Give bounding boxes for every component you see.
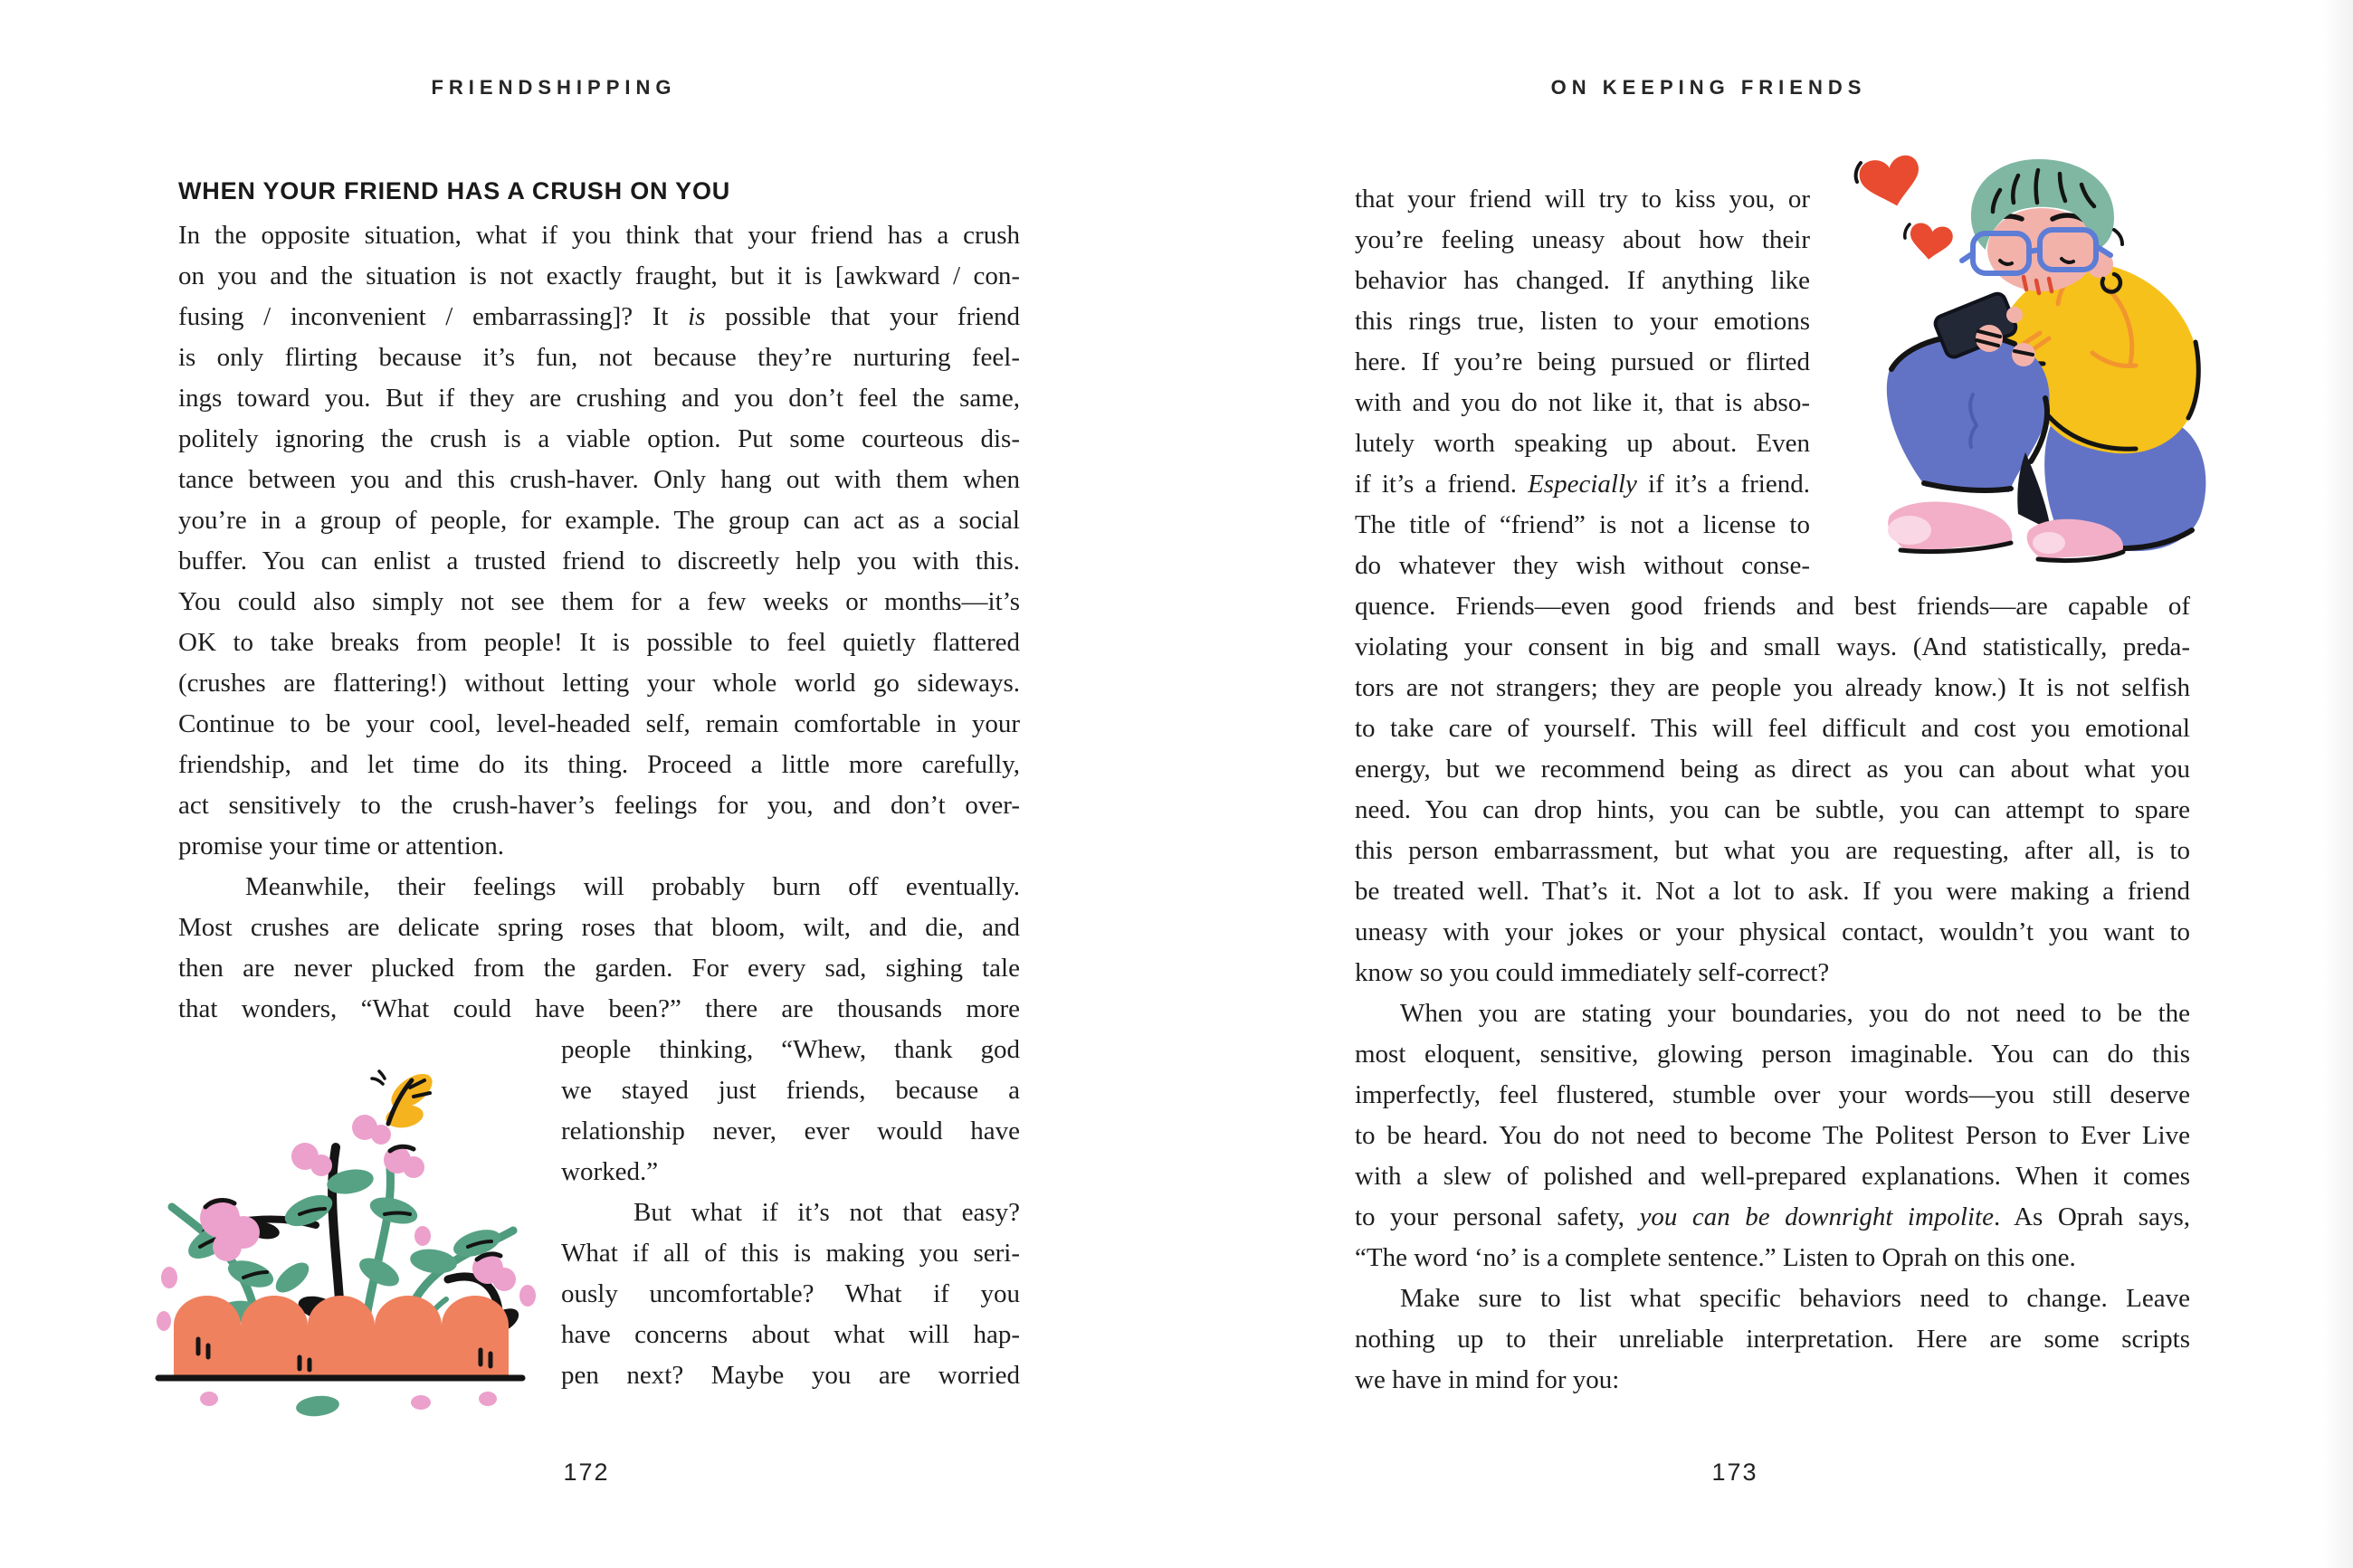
text-line: we have in mind for you: bbox=[1355, 1365, 1620, 1394]
text-line: you’re in a group of people, for example. The group can act as a social bbox=[178, 506, 1020, 535]
flower-planter bbox=[158, 1296, 522, 1378]
text-line: do whatever they wish without conse- bbox=[1355, 551, 1810, 580]
text-line: Make sure to list what specific behaviors need to change. Leave bbox=[1400, 1284, 2190, 1313]
text-line: What if all of this is making you seri- bbox=[561, 1239, 1020, 1268]
text-line: buffer. You can enlist a trusted friend to discreetly help you with this. bbox=[178, 546, 1020, 575]
sweat-mark bbox=[2114, 230, 2122, 244]
text-line: with and you do not like it, that is abso- bbox=[1355, 388, 1810, 417]
text-line: on you and the situation is not exactly fraught, but it is [awkward / con- bbox=[178, 261, 1020, 290]
text-line: act sensitively to the crush-haver’s feelings for you, and don’t over- bbox=[178, 791, 1020, 820]
text-line: worked.” bbox=[561, 1157, 659, 1186]
text-line: if it’s a friend. Especially if it’s a friend. bbox=[1355, 470, 1810, 499]
text-line: to your personal safety, you can be downright impolite. As Oprah says, bbox=[1355, 1202, 2190, 1231]
text-line: uneasy with your jokes or your physical contact, wouldn’t you want to bbox=[1355, 917, 2190, 946]
text-line: You could also simply not see them for a few weeks or months—it’s bbox=[178, 587, 1020, 616]
left-paragraph-3-wrapped bbox=[561, 1193, 1020, 1396]
page-edge-shading bbox=[2322, 0, 2353, 1568]
text-line: to be heard. You do not need to become The Politest Person to Ever Live bbox=[1355, 1121, 2190, 1150]
right-page-number: 173 bbox=[1711, 1459, 1758, 1486]
text-line: most eloquent, sensitive, glowing person imaginable. You can do this bbox=[1355, 1040, 2190, 1069]
text-line: is only flirting because it’s fun, not because they’re nurturing feel- bbox=[178, 343, 1020, 372]
text-line: then are never plucked from the garden. For every sad, sighing tale bbox=[178, 954, 1020, 983]
text-line: “The word ‘no’ is a complete sentence.” Listen to Oprah on this one. bbox=[1355, 1243, 2076, 1272]
text-line: this rings true, listen to your emotions bbox=[1355, 307, 1810, 336]
right-paragraph-scripts bbox=[1355, 1278, 2190, 1401]
text-line: But what if it’s not that easy? bbox=[634, 1198, 1020, 1227]
text-line: Most crushes are delicate spring roses that bloom, wilt, and die, and bbox=[178, 913, 1020, 942]
right-running-head: ON KEEPING FRIENDS bbox=[1550, 76, 1867, 99]
text-line: know so you could immediately self-correct? bbox=[1355, 958, 1830, 987]
left-paragraph-2-full bbox=[178, 867, 1020, 1030]
text-line: with a slew of polished and well-prepared explanations. When it comes bbox=[1355, 1162, 2190, 1191]
text-line: politely ignoring the crush is a viable option. Put some courteous dis- bbox=[178, 424, 1020, 453]
text-line: tance between you and this crush-haver. Only hang out with them when bbox=[178, 465, 1020, 494]
left-section-heading: WHEN YOUR FRIEND HAS A CRUSH ON YOU bbox=[178, 177, 731, 204]
rose-bush-illustration bbox=[122, 1041, 557, 1421]
heart-icons bbox=[1856, 151, 1955, 262]
text-line: (crushes are flattering!) without letting your whole world go sideways. bbox=[178, 669, 1020, 698]
text-line: imperfectly, feel flustered, stumble over your words—you still deserve bbox=[1355, 1080, 2190, 1109]
text-line: friendship, and let time do its thing. Proceed a little more carefully, bbox=[178, 750, 1020, 779]
text-line: ings toward you. But if they are crushing and you don’t feel the same, bbox=[178, 384, 1020, 413]
text-line: lutely worth speaking up about. Even bbox=[1355, 429, 1810, 458]
person-texting-illustration bbox=[1837, 127, 2226, 579]
text-line: quence. Friends—even good friends and best friends—are capable of bbox=[1355, 592, 2190, 621]
text-line: people thinking, “Whew, thank god bbox=[561, 1035, 1020, 1064]
text-line: nothing up to their unreliable interpretation. Here are some scripts bbox=[1355, 1325, 2190, 1354]
text-line: violating your consent in big and small ways. (And statistically, preda- bbox=[1355, 632, 2190, 661]
text-line: In the opposite situation, what if you think that your friend has a crush bbox=[178, 221, 1020, 250]
text-line: we stayed just friends, because a bbox=[561, 1076, 1020, 1105]
text-line: Continue to be your cool, level-headed self, remain comfortable in your bbox=[178, 709, 1020, 738]
text-line: promise your time or attention. bbox=[178, 832, 505, 860]
left-page-number: 172 bbox=[563, 1459, 610, 1486]
text-line: that wonders, “What could have been?” there are thousands more bbox=[178, 994, 1020, 1023]
right-narrow-column bbox=[1355, 179, 1810, 586]
text-line: need. You can drop hints, you can be subtle, you can attempt to spare bbox=[1355, 795, 2190, 824]
right-wide-column bbox=[1355, 586, 2190, 993]
text-line: pen next? Maybe you are worried bbox=[561, 1361, 1020, 1390]
butterfly-icon bbox=[372, 1067, 438, 1130]
text-line: fusing / inconvenient / embarrassing]? It is possible that your friend bbox=[178, 302, 1020, 331]
text-line: to take care of yourself. This will feel difficult and cost you emotional bbox=[1355, 714, 2190, 743]
text-line: Meanwhile, their feelings will probably burn off eventually. bbox=[245, 872, 1020, 901]
left-paragraph-1 bbox=[178, 215, 1020, 867]
text-line: OK to take breaks from people! It is possible to feel quietly flattered bbox=[178, 628, 1020, 657]
left-running-head: FRIENDSHIPPING bbox=[431, 76, 677, 99]
text-line: energy, but we recommend being as direct as you can about what you bbox=[1355, 755, 2190, 784]
text-line: have concerns about what will hap- bbox=[561, 1320, 1020, 1349]
right-paragraph-boundaries bbox=[1355, 993, 2190, 1278]
text-line: behavior has changed. If anything like bbox=[1355, 266, 1810, 295]
text-line: be treated well. That’s it. Not a lot to ask. If you were making a friend bbox=[1355, 877, 2190, 906]
text-line: you’re feeling uneasy about how their bbox=[1355, 225, 1810, 254]
text-line: this person embarrassment, but what you are requesting, after all, is to bbox=[1355, 836, 2190, 865]
text-line: here. If you’re being pursued or flirted bbox=[1355, 347, 1810, 376]
text-line: When you are stating your boundaries, you do not need to be the bbox=[1400, 999, 2190, 1028]
text-line: tors are not strangers; they are people you already know.) It is not selfish bbox=[1355, 673, 2190, 702]
text-line: that your friend will try to kiss you, or bbox=[1355, 185, 1810, 214]
left-paragraph-2-wrapped bbox=[561, 1030, 1020, 1193]
text-line: relationship never, ever would have bbox=[561, 1117, 1020, 1145]
text-line: The title of “friend” is not a license to bbox=[1355, 510, 1810, 539]
text-line: ously uncomfortable? What if you bbox=[561, 1279, 1020, 1308]
